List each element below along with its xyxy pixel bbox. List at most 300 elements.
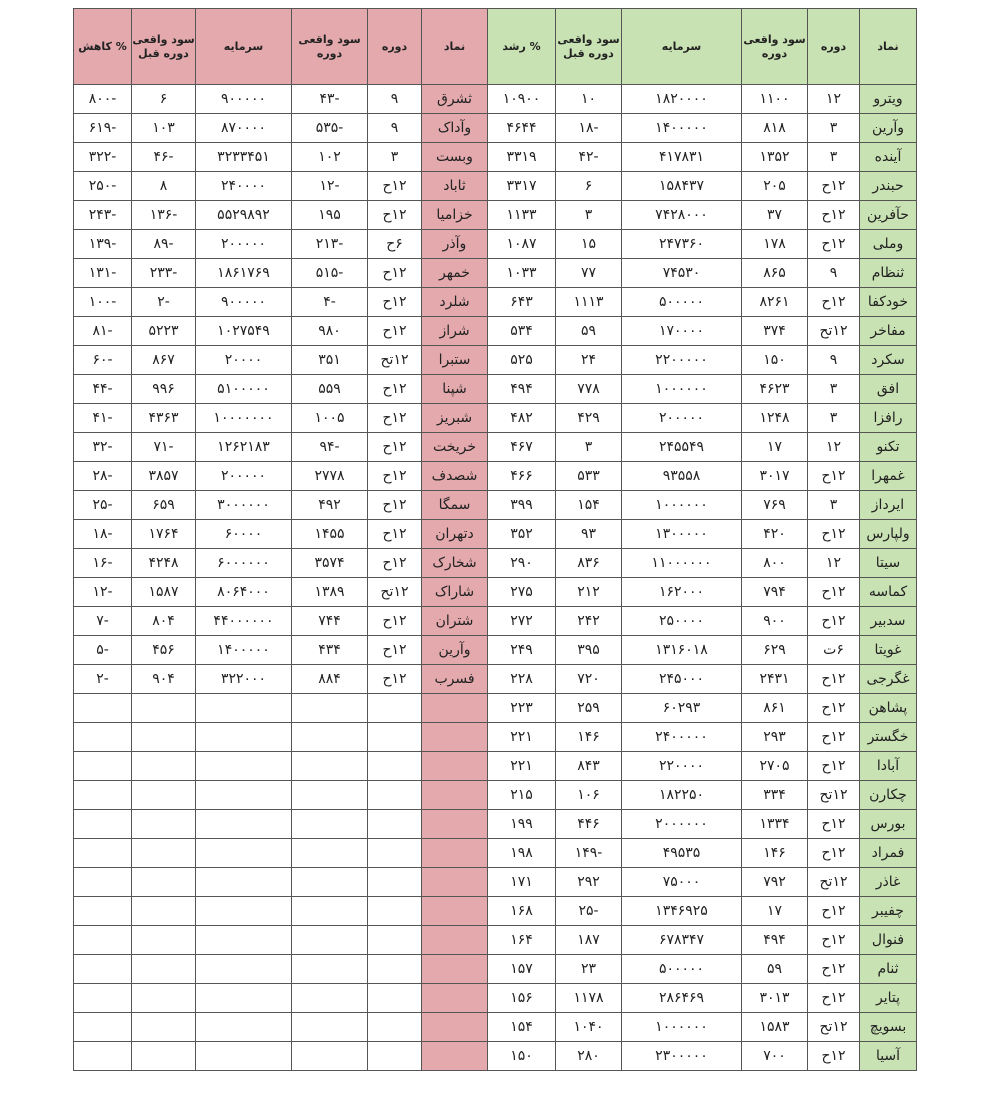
decrease-pct-cell (74, 781, 132, 810)
growth-pct-cell: ۲۲۸ (488, 665, 556, 694)
period-cell: ۱۲ح (808, 955, 860, 984)
prev-real-profit-cell: ۸۴۳ (556, 752, 622, 781)
period-cell: ۱۲ح (808, 607, 860, 636)
real-profit-cell: ۴۲۰ (742, 520, 808, 549)
table-row (74, 752, 917, 781)
decrease-pct-cell: -۱۸ (74, 520, 132, 549)
prev-real-profit-cell: -۴۲ (556, 143, 622, 172)
real-profit-cell: ۲۷۷۸ (292, 462, 368, 491)
symbol-cell: وملی (860, 230, 917, 259)
table-row (74, 781, 917, 810)
prev-real-profit-cell: -۱۳۶ (132, 201, 196, 230)
capital-cell: ۵۱۰۰۰۰۰ (196, 375, 292, 404)
decrease-pct-cell (74, 723, 132, 752)
capital-cell (196, 897, 292, 926)
table-row (74, 404, 917, 433)
prev-real-profit-cell: ۱۴۶ (556, 723, 622, 752)
capital-cell (196, 694, 292, 723)
period-cell: ۱۲ح (808, 230, 860, 259)
real-profit-cell: ۱۷ (742, 433, 808, 462)
prev-real-profit-cell: ۶ (132, 85, 196, 114)
real-profit-cell (292, 694, 368, 723)
period-cell: ۱۲ح (808, 462, 860, 491)
table-row (74, 85, 917, 114)
table-row (74, 288, 917, 317)
capital-cell: ۱۸۲۰۰۰۰ (622, 85, 742, 114)
symbol-cell: ثاباد (422, 172, 488, 201)
prev-real-profit-cell: ۷۷ (556, 259, 622, 288)
capital-cell: ۱۰۲۷۵۴۹ (196, 317, 292, 346)
prev-real-profit-cell: -۱۸ (556, 114, 622, 143)
period-cell (368, 1013, 422, 1042)
real-profit-cell: ۴۹۲ (292, 491, 368, 520)
real-profit-cell: ۳۷ (742, 201, 808, 230)
header-prev-real-profit-left: سود واقعی دوره قبل (132, 9, 196, 85)
period-cell: ۱۲ح (368, 462, 422, 491)
capital-cell: ۱۴۰۰۰۰۰ (622, 114, 742, 143)
period-cell: ۱۲ (808, 549, 860, 578)
growth-pct-cell: ۲۱۵ (488, 781, 556, 810)
period-cell: ۹ (808, 346, 860, 375)
period-cell (368, 694, 422, 723)
table-row (74, 984, 917, 1013)
prev-real-profit-cell: ۳ (556, 201, 622, 230)
table-row (74, 955, 917, 984)
period-cell: ۳ (368, 143, 422, 172)
decrease-pct-cell: -۵ (74, 636, 132, 665)
growth-pct-cell: ۱۵۰ (488, 1042, 556, 1071)
period-cell: ۱۲ح (808, 665, 860, 694)
decrease-pct-cell: -۱۶ (74, 549, 132, 578)
decrease-pct-cell: -۱۰۰ (74, 288, 132, 317)
capital-cell: ۱۸۲۲۵۰ (622, 781, 742, 810)
real-profit-cell: -۵۳۵ (292, 114, 368, 143)
prev-real-profit-cell: -۴۶ (132, 143, 196, 172)
capital-cell: ۴۴۰۰۰۰۰۰ (196, 607, 292, 636)
capital-cell (196, 868, 292, 897)
symbol-cell: شبریز (422, 404, 488, 433)
capital-cell: ۵۰۰۰۰۰ (622, 288, 742, 317)
capital-cell (196, 926, 292, 955)
real-profit-cell: ۸۶۱ (742, 694, 808, 723)
real-profit-cell: ۱۱۰۰ (742, 85, 808, 114)
real-profit-cell: ۱۵۸۳ (742, 1013, 808, 1042)
capital-cell: ۲۰۰۰۰ (196, 346, 292, 375)
period-cell: ۶ت (808, 636, 860, 665)
prev-real-profit-cell: ۱۵۴ (556, 491, 622, 520)
prev-real-profit-cell: ۲۴ (556, 346, 622, 375)
real-profit-cell: -۹۴ (292, 433, 368, 462)
period-cell (368, 897, 422, 926)
symbol-cell: شپنا (422, 375, 488, 404)
header-growth-pct: % رشد (488, 9, 556, 85)
symbol-cell: خمهر (422, 259, 488, 288)
prev-real-profit-cell: ۲۴۲ (556, 607, 622, 636)
prev-real-profit-cell: ۲۵۹ (556, 694, 622, 723)
symbol-cell: غمهرا (860, 462, 917, 491)
growth-pct-cell: ۱۱۳۳ (488, 201, 556, 230)
period-cell (368, 868, 422, 897)
symbol-cell: غگرجی (860, 665, 917, 694)
real-profit-cell (292, 926, 368, 955)
real-profit-cell: ۱۰۲ (292, 143, 368, 172)
symbol-cell: وآذر (422, 230, 488, 259)
table-row (74, 839, 917, 868)
period-cell: ۶ح (368, 230, 422, 259)
real-profit-cell: ۷۶۹ (742, 491, 808, 520)
capital-cell: ۲۳۰۰۰۰۰ (622, 1042, 742, 1071)
period-cell: ۳ (808, 375, 860, 404)
prev-real-profit-cell: ۶ (556, 172, 622, 201)
prev-real-profit-cell: ۱۵۸۷ (132, 578, 196, 607)
symbol-cell (422, 1013, 488, 1042)
period-cell: ۹ (368, 114, 422, 143)
capital-cell: ۱۰۰۰۰۰۰ (622, 1013, 742, 1042)
symbol-cell: حآفرین (860, 201, 917, 230)
period-cell (368, 955, 422, 984)
prev-real-profit-cell: ۴۴۶ (556, 810, 622, 839)
prev-real-profit-cell: ۷۷۸ (556, 375, 622, 404)
symbol-cell: ثشرق (422, 85, 488, 114)
decrease-pct-cell: -۲۵ (74, 491, 132, 520)
capital-cell: ۲۴۰۰۰۰۰ (622, 723, 742, 752)
growth-pct-cell: ۳۹۹ (488, 491, 556, 520)
growth-pct-cell: ۳۳۱۷ (488, 172, 556, 201)
growth-pct-cell: ۱۵۴ (488, 1013, 556, 1042)
period-cell (368, 723, 422, 752)
symbol-cell: مفاخر (860, 317, 917, 346)
symbol-cell (422, 694, 488, 723)
growth-pct-cell: ۴۹۴ (488, 375, 556, 404)
real-profit-cell: ۸۶۵ (742, 259, 808, 288)
table-row (74, 694, 917, 723)
header-real-profit-left: سود واقعی دوره (292, 9, 368, 85)
capital-cell: ۳۲۳۳۴۵۱ (196, 143, 292, 172)
capital-cell: ۴۱۷۸۳۱ (622, 143, 742, 172)
real-profit-cell: ۴۶۲۳ (742, 375, 808, 404)
prev-real-profit-cell (132, 839, 196, 868)
capital-cell: ۲۴۵۰۰۰ (622, 665, 742, 694)
growth-pct-cell: ۱۵۶ (488, 984, 556, 1013)
table-row (74, 723, 917, 752)
growth-pct-cell: ۵۲۵ (488, 346, 556, 375)
period-cell: ۱۲تح (808, 781, 860, 810)
decrease-pct-cell: -۸۰۰ (74, 85, 132, 114)
prev-real-profit-cell: ۴۵۶ (132, 636, 196, 665)
real-profit-cell: ۸۲۶۱ (742, 288, 808, 317)
prev-real-profit-cell: ۴۲۴۸ (132, 549, 196, 578)
period-cell: ۱۲ح (368, 404, 422, 433)
prev-real-profit-cell: -۲۳۳ (132, 259, 196, 288)
prev-real-profit-cell: ۱۷۶۴ (132, 520, 196, 549)
period-cell: ۱۲ح (368, 259, 422, 288)
decrease-pct-cell (74, 955, 132, 984)
capital-cell: ۶۷۸۳۴۷ (622, 926, 742, 955)
capital-cell: ۱۳۴۶۹۲۵ (622, 897, 742, 926)
prev-real-profit-cell (132, 926, 196, 955)
capital-cell (196, 810, 292, 839)
decrease-pct-cell (74, 839, 132, 868)
capital-cell: ۱۰۰۰۰۰۰ (622, 491, 742, 520)
period-cell: ۳ (808, 491, 860, 520)
table-row (74, 897, 917, 926)
capital-cell: ۲۵۰۰۰۰ (622, 607, 742, 636)
capital-cell: ۶۰۰۰۰ (196, 520, 292, 549)
capital-cell: ۳۲۲۰۰۰ (196, 665, 292, 694)
symbol-cell (422, 984, 488, 1013)
capital-cell: ۶۰۰۰۰۰۰ (196, 549, 292, 578)
real-profit-cell (292, 868, 368, 897)
table-row (74, 259, 917, 288)
period-cell: ۱۲ح (808, 723, 860, 752)
period-cell: ۱۲ح (808, 810, 860, 839)
period-cell: ۳ (808, 404, 860, 433)
prev-real-profit-cell: ۱۰۶ (556, 781, 622, 810)
header-symbol-left: نماد (422, 9, 488, 85)
capital-cell: ۹۰۰۰۰۰ (196, 85, 292, 114)
growth-pct-cell: ۲۴۹ (488, 636, 556, 665)
prev-real-profit-cell: ۲۳ (556, 955, 622, 984)
capital-cell: ۳۰۰۰۰۰۰ (196, 491, 292, 520)
prev-real-profit-cell: ۲۱۲ (556, 578, 622, 607)
capital-cell (196, 1042, 292, 1071)
capital-cell: ۱۷۰۰۰۰ (622, 317, 742, 346)
capital-cell: ۲۸۶۴۶۹ (622, 984, 742, 1013)
capital-cell: ۲۴۰۰۰۰ (196, 172, 292, 201)
decrease-pct-cell (74, 694, 132, 723)
symbol-cell: تکنو (860, 433, 917, 462)
symbol-cell: خودکفا (860, 288, 917, 317)
capital-cell: ۱۴۰۰۰۰۰ (196, 636, 292, 665)
symbol-cell: آبادا (860, 752, 917, 781)
real-profit-cell: ۷۹۲ (742, 868, 808, 897)
real-profit-cell: -۴ (292, 288, 368, 317)
symbol-cell: بسویچ (860, 1013, 917, 1042)
real-profit-cell: ۸۸۴ (292, 665, 368, 694)
period-cell: ۱۲ح (368, 433, 422, 462)
symbol-cell (422, 781, 488, 810)
real-profit-cell: ۱۵۰ (742, 346, 808, 375)
decrease-pct-cell (74, 926, 132, 955)
capital-cell (196, 839, 292, 868)
period-cell: ۱۲تح (808, 1013, 860, 1042)
prev-real-profit-cell: ۲۸۰ (556, 1042, 622, 1071)
period-cell: ۱۲ح (808, 926, 860, 955)
period-cell: ۱۲تح (808, 317, 860, 346)
capital-cell (196, 984, 292, 1013)
prev-real-profit-cell: -۲۵ (556, 897, 622, 926)
prev-real-profit-cell: ۱۰ (556, 85, 622, 114)
period-cell: ۱۲ح (368, 607, 422, 636)
capital-cell: ۱۳۱۶۰۱۸ (622, 636, 742, 665)
period-cell: ۳ (808, 114, 860, 143)
prev-real-profit-cell (132, 810, 196, 839)
symbol-cell: چکارن (860, 781, 917, 810)
prev-real-profit-cell: -۱۴۹ (556, 839, 622, 868)
header-decrease-pct: % کاهش (74, 9, 132, 85)
period-cell: ۱۲ح (808, 172, 860, 201)
capital-cell: ۶۰۲۹۳ (622, 694, 742, 723)
capital-cell: ۴۹۵۳۵ (622, 839, 742, 868)
real-profit-cell (292, 810, 368, 839)
real-profit-cell: ۱۷۸ (742, 230, 808, 259)
decrease-pct-cell (74, 1013, 132, 1042)
prev-real-profit-cell: ۴۳۶۳ (132, 404, 196, 433)
decrease-pct-cell: -۲۸ (74, 462, 132, 491)
symbol-cell: فمراد (860, 839, 917, 868)
real-profit-cell: ۱۴۵۵ (292, 520, 368, 549)
real-profit-cell: ۱۹۵ (292, 201, 368, 230)
decrease-pct-cell: -۱۳۹ (74, 230, 132, 259)
symbol-cell: آینده (860, 143, 917, 172)
symbol-cell: وبست (422, 143, 488, 172)
symbol-cell: آسیا (860, 1042, 917, 1071)
growth-pct-cell: ۱۰۳۳ (488, 259, 556, 288)
real-profit-cell: ۱۴۶ (742, 839, 808, 868)
period-cell: ۱۲ (808, 433, 860, 462)
table-row (74, 1013, 917, 1042)
real-profit-cell: ۵۵۹ (292, 375, 368, 404)
real-profit-cell (292, 723, 368, 752)
prev-real-profit-cell: ۱۰۴۰ (556, 1013, 622, 1042)
table-row (74, 810, 917, 839)
prev-real-profit-cell: ۱۵ (556, 230, 622, 259)
period-cell: ۱۲تح (368, 346, 422, 375)
symbol-cell: حبندر (860, 172, 917, 201)
capital-cell: ۹۳۵۵۸ (622, 462, 742, 491)
table-row (74, 491, 917, 520)
capital-cell (196, 752, 292, 781)
period-cell: ۱۲ح (808, 578, 860, 607)
symbol-cell: سکرد (860, 346, 917, 375)
real-profit-cell: ۳۰۱۳ (742, 984, 808, 1013)
prev-real-profit-cell: ۱۸۷ (556, 926, 622, 955)
symbol-cell: فسرب (422, 665, 488, 694)
prev-real-profit-cell: ۳۸۵۷ (132, 462, 196, 491)
symbol-cell: ثنظام (860, 259, 917, 288)
decrease-pct-cell: -۷ (74, 607, 132, 636)
growth-pct-cell: ۴۸۲ (488, 404, 556, 433)
table-row (74, 172, 917, 201)
symbol-cell: چفیبر (860, 897, 917, 926)
symbol-cell (422, 810, 488, 839)
real-profit-cell: ۹۸۰ (292, 317, 368, 346)
period-cell (368, 984, 422, 1013)
table-row (74, 1042, 917, 1071)
symbol-cell: سدبیر (860, 607, 917, 636)
symbol-cell: پشاهن (860, 694, 917, 723)
real-profit-cell (292, 752, 368, 781)
decrease-pct-cell: -۸۱ (74, 317, 132, 346)
period-cell (368, 810, 422, 839)
growth-pct-cell: ۱۵۷ (488, 955, 556, 984)
header-real-profit-right: سود واقعی دوره (742, 9, 808, 85)
prev-real-profit-cell (132, 868, 196, 897)
decrease-pct-cell: -۱۳۱ (74, 259, 132, 288)
period-cell: ۱۲ح (808, 201, 860, 230)
prev-real-profit-cell: ۷۲۰ (556, 665, 622, 694)
prev-real-profit-cell: ۴۲۹ (556, 404, 622, 433)
growth-pct-cell: ۲۲۱ (488, 723, 556, 752)
period-cell (368, 1042, 422, 1071)
symbol-cell: کماسه (860, 578, 917, 607)
period-cell: ۱۲ح (368, 375, 422, 404)
symbol-cell: ولپارس (860, 520, 917, 549)
period-cell: ۱۲ح (368, 636, 422, 665)
growth-pct-cell: ۳۵۲ (488, 520, 556, 549)
prev-real-profit-cell (132, 984, 196, 1013)
real-profit-cell: ۱۳۸۹ (292, 578, 368, 607)
growth-pct-cell: ۴۶۶ (488, 462, 556, 491)
period-cell: ۱۲ح (808, 839, 860, 868)
prev-real-profit-cell: ۶۵۹ (132, 491, 196, 520)
capital-cell: ۱۸۶۱۷۶۹ (196, 259, 292, 288)
symbol-cell: رافزا (860, 404, 917, 433)
capital-cell: ۱۵۸۴۳۷ (622, 172, 742, 201)
real-profit-cell (292, 897, 368, 926)
growth-pct-cell: ۴۶۴۴ (488, 114, 556, 143)
decrease-pct-cell: -۴۴ (74, 375, 132, 404)
prev-real-profit-cell: ۸۶۷ (132, 346, 196, 375)
decrease-pct-cell: -۴۱ (74, 404, 132, 433)
prev-real-profit-cell: ۳۹۵ (556, 636, 622, 665)
table-row (74, 665, 917, 694)
symbol-cell: شلرد (422, 288, 488, 317)
real-profit-cell (292, 839, 368, 868)
prev-real-profit-cell: ۹۹۶ (132, 375, 196, 404)
symbol-cell (422, 752, 488, 781)
symbol-cell: شراز (422, 317, 488, 346)
growth-pct-cell: ۳۳۱۹ (488, 143, 556, 172)
period-cell: ۹ (808, 259, 860, 288)
table-row (74, 636, 917, 665)
symbol-cell: پتایر (860, 984, 917, 1013)
period-cell: ۱۲ح (808, 897, 860, 926)
capital-cell: ۱۲۶۲۱۸۳ (196, 433, 292, 462)
prev-real-profit-cell (132, 694, 196, 723)
real-profit-cell: ۳۰۱۷ (742, 462, 808, 491)
symbol-cell: ستبرا (422, 346, 488, 375)
capital-cell: ۸۰۶۴۰۰۰ (196, 578, 292, 607)
profit-comparison-table (73, 8, 917, 1071)
decrease-pct-cell: -۲ (74, 665, 132, 694)
growth-pct-cell: ۱۶۸ (488, 897, 556, 926)
period-cell: ۱۲ح (808, 752, 860, 781)
table-body (74, 85, 917, 1071)
header-symbol-right: نماد (860, 9, 917, 85)
real-profit-cell: ۱۳۵۲ (742, 143, 808, 172)
period-cell: ۱۲ح (368, 201, 422, 230)
table-row (74, 143, 917, 172)
prev-real-profit-cell: ۸ (132, 172, 196, 201)
capital-cell: ۲۲۰۰۰۰ (622, 752, 742, 781)
symbol-cell: سیتا (860, 549, 917, 578)
prev-real-profit-cell: ۸۰۴ (132, 607, 196, 636)
real-profit-cell: ۷۹۴ (742, 578, 808, 607)
real-profit-cell: ۷۴۴ (292, 607, 368, 636)
symbol-cell: ثنام (860, 955, 917, 984)
table-row (74, 607, 917, 636)
prev-real-profit-cell: ۵۲۲۳ (132, 317, 196, 346)
capital-cell: ۲۴۵۵۴۹ (622, 433, 742, 462)
period-cell: ۱۲ح (808, 694, 860, 723)
growth-pct-cell: ۲۷۲ (488, 607, 556, 636)
prev-real-profit-cell: ۹۰۴ (132, 665, 196, 694)
capital-cell (196, 1013, 292, 1042)
symbol-cell (422, 1042, 488, 1071)
growth-pct-cell: ۵۳۴ (488, 317, 556, 346)
symbol-cell: شاراک (422, 578, 488, 607)
